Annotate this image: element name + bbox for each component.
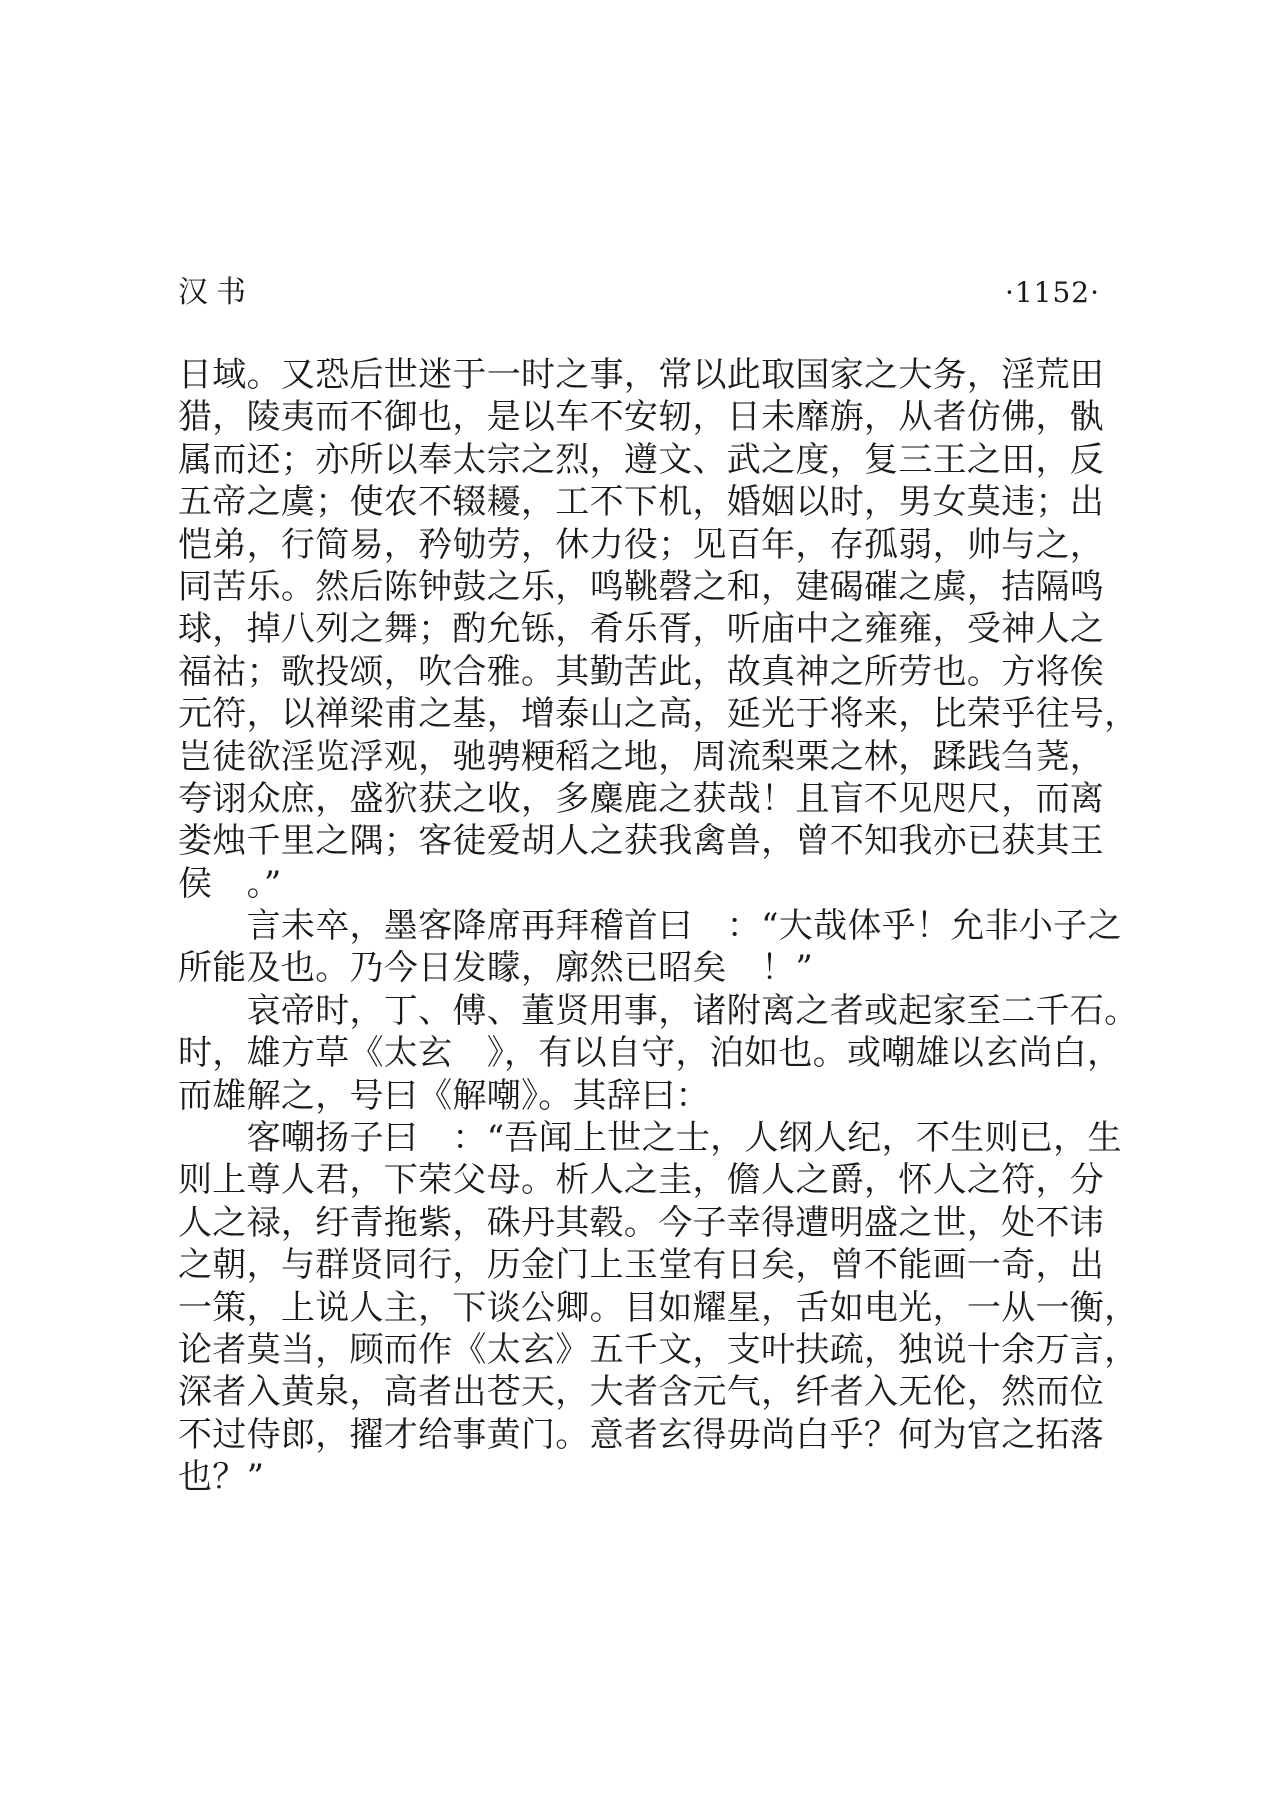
page-header — [178, 268, 1100, 318]
text-line: 客嘲扬子曰 ：“吾闻上世之士，人纲人纪，不生则已，生 — [178, 1118, 1122, 1159]
text-line: 同苦乐。然后陈钟鼓之乐，鸣鞉磬之和，建碣磪之虡，拮隔鸣 — [178, 566, 1105, 607]
page-number: ·1152· — [1004, 276, 1100, 309]
text-line: 娄烛千里之隅；客徒爱胡人之获我禽兽，曾不知我亦已获其王 — [178, 821, 1105, 862]
text-line: 福祜；歌投颂，吹合雅。其勤苦此，故真神之所劳也。方将俟 — [178, 651, 1105, 692]
text-line: 猎，陵夷而不御也，是以车不安轫，日未靡旃，从者仿佛，骫 — [178, 397, 1105, 438]
text-line: 球，掉八列之舞；酌允铄，肴乐胥，听庙中之雍雍，受神人之 — [178, 609, 1105, 650]
text-line: 一策，上说人主，下谈公卿。目如耀星，舌如电光，一从一衡， — [178, 1287, 1139, 1328]
text-line: 则上尊人君，下荣父母。析人之圭，儋人之爵，怀人之符，分 — [178, 1160, 1105, 1201]
text-line: 论者莫当，顾而作《太玄》五千文，支叶扶疏，独说十余万言， — [178, 1329, 1139, 1370]
text-line: 元符，以禅梁甫之基，增泰山之高，延光于将来，比荣乎往号， — [178, 694, 1139, 735]
text-line: 人之禄，纡青拖紫，硃丹其毂。今子幸得遭明盛之世，处不讳 — [178, 1202, 1105, 1243]
text-line: 夸诩众庶，盛狖获之收，多麋鹿之获哉！且盲不见咫尺，而离 — [178, 778, 1105, 819]
text-line: 也？” — [178, 1457, 265, 1498]
body-text — [178, 354, 1139, 1499]
text-line: 深者入黄泉，高者出苍天，大者含元气，纤者入无伦，然而位 — [178, 1372, 1105, 1413]
text-line: 属而还；亦所以奉太宗之烈，遵文、武之度，复三王之田，反 — [178, 439, 1105, 480]
text-line: 不过侍郎，擢才给事黄门。意者玄得毋尚白乎？何为官之拓落 — [178, 1414, 1105, 1455]
text-line: 恺弟，行简易，矜劬劳，休力役；见百年，存孤弱，帅与之， — [178, 524, 1105, 565]
text-line: 岂徒欲淫览浮观，驰骋粳稻之地，周流梨栗之林，蹂践刍荛， — [178, 736, 1105, 777]
book-title: 汉书 — [178, 275, 254, 310]
text-line: 五帝之虞；使农不辍耰，工不下机，婚姻以时，男女莫违；出 — [178, 482, 1105, 523]
text-line: 哀帝时，丁、傅、董贤用事，诸附离之者或起家至二千石。 — [178, 990, 1139, 1031]
text-line: 时，雄方草《太玄 》，有以自守，泊如也。或嘲雄以玄尚白， — [178, 1033, 1122, 1074]
text-line: 所能及也。乃今日发矇，廓然已昭矣 ！” — [178, 948, 814, 989]
text-line: 之朝，与群贤同行，历金门上玉堂有日矣，曾不能画一奇，出 — [178, 1245, 1105, 1286]
text-line: 日域。又恐后世迷于一时之事，常以此取国家之大务，淫荒田 — [178, 355, 1105, 395]
text-line: 言未卒，墨客降席再拜稽首曰 ：“大哉体乎！允非小子之 — [178, 906, 1122, 947]
text-line: 侯 。” — [178, 863, 282, 904]
text-line: 而雄解之，号曰《解嘲》。其辞曰： — [178, 1075, 710, 1116]
